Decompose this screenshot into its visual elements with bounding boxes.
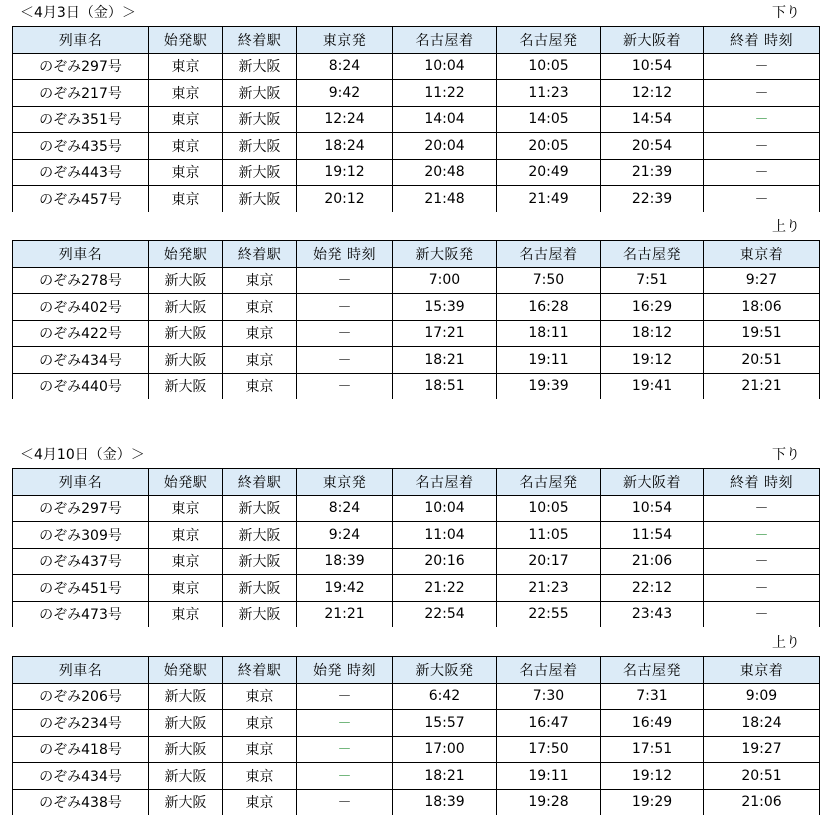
dash-cell: －	[704, 548, 820, 575]
time-cell: 21:06	[601, 548, 704, 575]
dash-cell: －	[297, 736, 393, 763]
destination-cell: 東京	[223, 789, 297, 815]
train-name-cell: のぞみ206号	[13, 683, 149, 710]
time-cell: 19:11	[497, 347, 601, 374]
dash-cell: －	[704, 186, 820, 212]
time-cell: 14:04	[393, 106, 497, 133]
train-name-cell: のぞみ440号	[13, 373, 149, 399]
time-cell: 8:24	[297, 53, 393, 80]
time-cell: 6:42	[393, 683, 497, 710]
origin-cell: 新大阪	[149, 294, 223, 321]
time-cell: 17:50	[497, 736, 601, 763]
table-row	[13, 683, 820, 710]
time-cell: 17:00	[393, 736, 497, 763]
destination-cell: 新大阪	[223, 601, 297, 627]
destination-cell: 新大阪	[223, 159, 297, 186]
time-cell: 22:39	[601, 186, 704, 212]
train-name-cell: のぞみ473号	[13, 601, 149, 627]
time-cell: 9:42	[297, 80, 393, 107]
time-cell: 19:41	[601, 373, 704, 399]
header-col5: 名古屋着	[393, 27, 497, 54]
header-origin: 始発駅	[149, 27, 223, 54]
timetable-up-apr3	[12, 240, 820, 399]
table-row	[13, 267, 820, 294]
time-cell: 21:22	[393, 575, 497, 602]
time-cell: 8:24	[297, 495, 393, 522]
origin-cell: 東京	[149, 106, 223, 133]
time-cell: 18:24	[297, 133, 393, 160]
header-col6: 名古屋着	[497, 241, 601, 268]
time-cell: 17:51	[601, 736, 704, 763]
header-destination: 終着駅	[223, 469, 297, 496]
time-cell: 19:29	[601, 789, 704, 815]
direction-label-up: 上り	[772, 635, 800, 651]
train-name-cell: のぞみ434号	[13, 763, 149, 790]
time-cell: 20:12	[297, 186, 393, 212]
time-cell: 10:54	[601, 495, 704, 522]
dash-cell: －	[297, 763, 393, 790]
time-cell: 15:39	[393, 294, 497, 321]
header-train-name: 列車名	[13, 27, 149, 54]
train-name-cell: のぞみ457号	[13, 186, 149, 212]
table-header-row	[13, 657, 820, 684]
time-cell: 7:31	[601, 683, 704, 710]
dash-cell: －	[297, 789, 393, 815]
train-name-cell: のぞみ217号	[13, 80, 149, 107]
table-row	[13, 294, 820, 321]
date-heading-apr10: ＜4月10日（金）＞	[20, 447, 145, 463]
header-origin: 始発駅	[149, 657, 223, 684]
dash-cell: －	[704, 159, 820, 186]
time-cell: 18:11	[497, 320, 601, 347]
destination-cell: 東京	[223, 320, 297, 347]
origin-cell: 東京	[149, 575, 223, 602]
train-name-cell: のぞみ351号	[13, 106, 149, 133]
time-cell: 20:48	[393, 159, 497, 186]
destination-cell: 東京	[223, 294, 297, 321]
train-name-cell: のぞみ451号	[13, 575, 149, 602]
dash-cell: －	[704, 601, 820, 627]
train-name-cell: のぞみ443号	[13, 159, 149, 186]
time-cell: 14:05	[497, 106, 601, 133]
time-cell: 10:05	[497, 53, 601, 80]
time-cell: 14:54	[601, 106, 704, 133]
dash-cell: －	[297, 373, 393, 399]
table-row	[13, 159, 820, 186]
train-name-cell: のぞみ297号	[13, 53, 149, 80]
time-cell: 15:57	[393, 710, 497, 737]
time-cell: 19:12	[601, 347, 704, 374]
time-cell: 19:28	[497, 789, 601, 815]
train-name-cell: のぞみ438号	[13, 789, 149, 815]
header-col6: 名古屋発	[497, 469, 601, 496]
destination-cell: 東京	[223, 373, 297, 399]
header-col8: 東京着	[704, 241, 820, 268]
header-col7: 名古屋発	[601, 657, 704, 684]
origin-cell: 新大阪	[149, 763, 223, 790]
origin-cell: 新大阪	[149, 347, 223, 374]
header-col4: 東京発	[297, 27, 393, 54]
destination-cell: 東京	[223, 710, 297, 737]
origin-cell: 東京	[149, 80, 223, 107]
table-row	[13, 789, 820, 815]
time-cell: 22:12	[601, 575, 704, 602]
header-train-name: 列車名	[13, 241, 149, 268]
time-cell: 19:12	[601, 763, 704, 790]
origin-cell: 東京	[149, 522, 223, 549]
direction-label-up: 上り	[772, 219, 800, 235]
time-cell: 20:04	[393, 133, 497, 160]
destination-cell: 新大阪	[223, 575, 297, 602]
header-col6: 名古屋着	[497, 657, 601, 684]
table-row	[13, 548, 820, 575]
header-col8: 終着 時刻	[704, 469, 820, 496]
time-cell: 20:54	[601, 133, 704, 160]
header-train-name: 列車名	[13, 469, 149, 496]
dash-cell: －	[297, 347, 393, 374]
dash-cell: －	[297, 267, 393, 294]
time-cell: 23:43	[601, 601, 704, 627]
date-heading-apr3: ＜4月3日（金）＞	[20, 5, 136, 21]
time-cell: 10:04	[393, 495, 497, 522]
table-row	[13, 186, 820, 212]
time-cell: 21:21	[297, 601, 393, 627]
dash-cell: －	[704, 133, 820, 160]
time-cell: 9:27	[704, 267, 820, 294]
destination-cell: 新大阪	[223, 80, 297, 107]
dash-cell: －	[297, 710, 393, 737]
destination-cell: 新大阪	[223, 186, 297, 212]
time-cell: 21:21	[704, 373, 820, 399]
time-cell: 20:16	[393, 548, 497, 575]
header-col5: 名古屋着	[393, 469, 497, 496]
time-cell: 21:06	[704, 789, 820, 815]
header-destination: 終着駅	[223, 657, 297, 684]
header-col7: 新大阪着	[601, 27, 704, 54]
origin-cell: 新大阪	[149, 710, 223, 737]
time-cell: 18:24	[704, 710, 820, 737]
time-cell: 16:29	[601, 294, 704, 321]
origin-cell: 新大阪	[149, 320, 223, 347]
time-cell: 12:12	[601, 80, 704, 107]
origin-cell: 新大阪	[149, 683, 223, 710]
header-origin: 始発駅	[149, 241, 223, 268]
header-col7: 名古屋発	[601, 241, 704, 268]
destination-cell: 新大阪	[223, 548, 297, 575]
time-cell: 7:30	[497, 683, 601, 710]
header-col5: 新大阪発	[393, 657, 497, 684]
table-row	[13, 736, 820, 763]
time-cell: 11:05	[497, 522, 601, 549]
time-cell: 18:12	[601, 320, 704, 347]
dash-cell: －	[704, 106, 820, 133]
time-cell: 7:50	[497, 267, 601, 294]
header-col5: 新大阪発	[393, 241, 497, 268]
origin-cell: 新大阪	[149, 789, 223, 815]
direction-label-down: 下り	[772, 447, 800, 463]
time-cell: 19:12	[297, 159, 393, 186]
header-train-name: 列車名	[13, 657, 149, 684]
time-cell: 20:17	[497, 548, 601, 575]
time-cell: 21:39	[601, 159, 704, 186]
train-name-cell: のぞみ402号	[13, 294, 149, 321]
origin-cell: 東京	[149, 601, 223, 627]
time-cell: 20:05	[497, 133, 601, 160]
time-cell: 9:09	[704, 683, 820, 710]
time-cell: 19:11	[497, 763, 601, 790]
header-destination: 終着駅	[223, 241, 297, 268]
time-cell: 11:23	[497, 80, 601, 107]
destination-cell: 東京	[223, 736, 297, 763]
time-cell: 18:51	[393, 373, 497, 399]
destination-cell: 新大阪	[223, 522, 297, 549]
time-cell: 19:51	[704, 320, 820, 347]
table-row	[13, 710, 820, 737]
header-origin: 始発駅	[149, 469, 223, 496]
dash-cell: －	[297, 294, 393, 321]
time-cell: 20:49	[497, 159, 601, 186]
train-name-cell: のぞみ422号	[13, 320, 149, 347]
header-col8: 終着 時刻	[704, 27, 820, 54]
table-row	[13, 133, 820, 160]
timetable-up-apr10	[12, 656, 820, 815]
origin-cell: 東京	[149, 548, 223, 575]
dash-cell: －	[704, 495, 820, 522]
table-row	[13, 320, 820, 347]
time-cell: 18:39	[393, 789, 497, 815]
table-header-row	[13, 469, 820, 496]
origin-cell: 東京	[149, 159, 223, 186]
train-name-cell: のぞみ309号	[13, 522, 149, 549]
header-col8: 東京着	[704, 657, 820, 684]
table-row	[13, 106, 820, 133]
origin-cell: 東京	[149, 186, 223, 212]
origin-cell: 東京	[149, 133, 223, 160]
dash-cell: －	[704, 575, 820, 602]
time-cell: 22:55	[497, 601, 601, 627]
table-row	[13, 495, 820, 522]
train-name-cell: のぞみ418号	[13, 736, 149, 763]
header-col6: 名古屋発	[497, 27, 601, 54]
time-cell: 11:54	[601, 522, 704, 549]
dash-cell: －	[297, 683, 393, 710]
table-row	[13, 522, 820, 549]
header-col4: 始発 時刻	[297, 241, 393, 268]
time-cell: 11:22	[393, 80, 497, 107]
origin-cell: 東京	[149, 495, 223, 522]
time-cell: 10:05	[497, 495, 601, 522]
time-cell: 16:47	[497, 710, 601, 737]
time-cell: 19:27	[704, 736, 820, 763]
origin-cell: 東京	[149, 53, 223, 80]
train-name-cell: のぞみ437号	[13, 548, 149, 575]
time-cell: 21:23	[497, 575, 601, 602]
timetable-down-apr10	[12, 468, 820, 627]
time-cell: 12:24	[297, 106, 393, 133]
time-cell: 11:04	[393, 522, 497, 549]
header-col4: 始発 時刻	[297, 657, 393, 684]
time-cell: 10:04	[393, 53, 497, 80]
header-destination: 終着駅	[223, 27, 297, 54]
table-header-row	[13, 27, 820, 54]
time-cell: 19:39	[497, 373, 601, 399]
header-col4: 東京発	[297, 469, 393, 496]
table-row	[13, 575, 820, 602]
time-cell: 21:48	[393, 186, 497, 212]
destination-cell: 東京	[223, 347, 297, 374]
time-cell: 16:49	[601, 710, 704, 737]
destination-cell: 東京	[223, 763, 297, 790]
time-cell: 18:21	[393, 347, 497, 374]
table-header-row	[13, 241, 820, 268]
destination-cell: 新大阪	[223, 133, 297, 160]
time-cell: 9:24	[297, 522, 393, 549]
time-cell: 16:28	[497, 294, 601, 321]
train-name-cell: のぞみ278号	[13, 267, 149, 294]
direction-label-down: 下り	[772, 5, 800, 21]
header-col7: 新大阪着	[601, 469, 704, 496]
time-cell: 20:51	[704, 347, 820, 374]
train-name-cell: のぞみ435号	[13, 133, 149, 160]
table-row	[13, 601, 820, 627]
destination-cell: 新大阪	[223, 106, 297, 133]
destination-cell: 新大阪	[223, 495, 297, 522]
train-name-cell: のぞみ234号	[13, 710, 149, 737]
destination-cell: 新大阪	[223, 53, 297, 80]
time-cell: 22:54	[393, 601, 497, 627]
origin-cell: 新大阪	[149, 267, 223, 294]
time-cell: 10:54	[601, 53, 704, 80]
time-cell: 18:39	[297, 548, 393, 575]
table-row	[13, 80, 820, 107]
time-cell: 7:51	[601, 267, 704, 294]
origin-cell: 新大阪	[149, 736, 223, 763]
train-name-cell: のぞみ297号	[13, 495, 149, 522]
time-cell: 19:42	[297, 575, 393, 602]
table-row	[13, 53, 820, 80]
time-cell: 17:21	[393, 320, 497, 347]
dash-cell: －	[704, 522, 820, 549]
time-cell: 21:49	[497, 186, 601, 212]
time-cell: 18:21	[393, 763, 497, 790]
destination-cell: 東京	[223, 267, 297, 294]
table-row	[13, 347, 820, 374]
time-cell: 7:00	[393, 267, 497, 294]
time-cell: 20:51	[704, 763, 820, 790]
origin-cell: 新大阪	[149, 373, 223, 399]
dash-cell: －	[297, 320, 393, 347]
table-row	[13, 763, 820, 790]
dash-cell: －	[704, 80, 820, 107]
destination-cell: 東京	[223, 683, 297, 710]
time-cell: 18:06	[704, 294, 820, 321]
dash-cell: －	[704, 53, 820, 80]
timetable-down-apr3	[12, 26, 820, 212]
train-name-cell: のぞみ434号	[13, 347, 149, 374]
table-row	[13, 373, 820, 399]
